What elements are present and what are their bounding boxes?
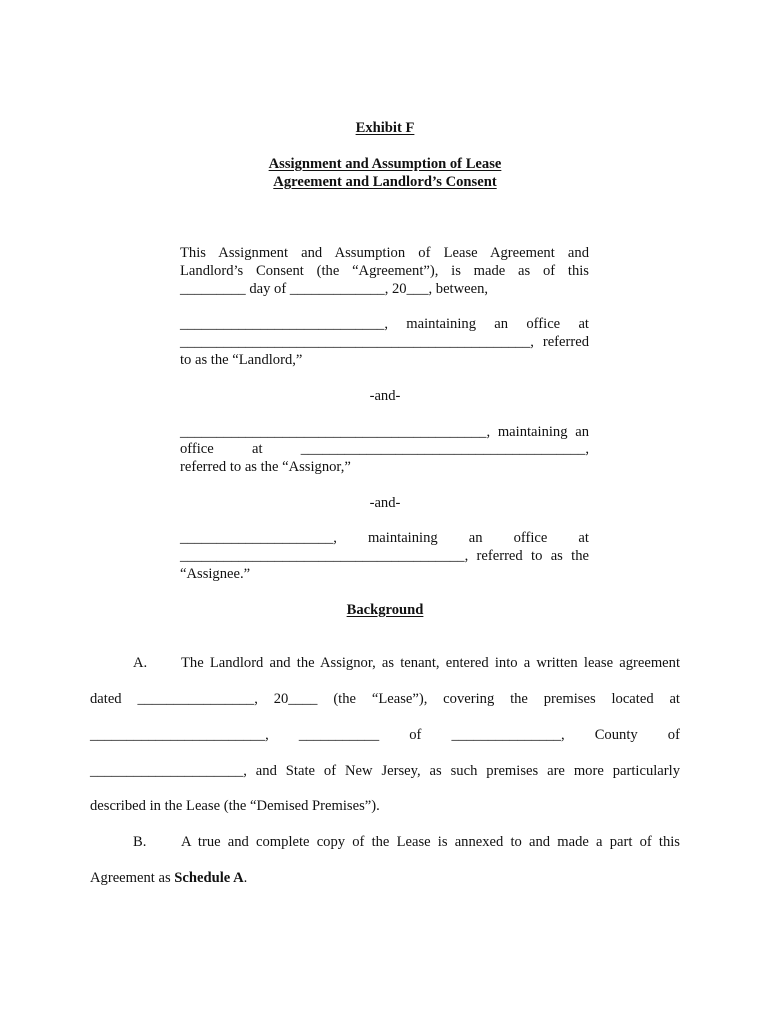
and-separator-2: -and- [369, 495, 401, 511]
assignee-line-3: “Assignee.” [180, 566, 251, 582]
assignor-line-2 [180, 440, 589, 458]
recital-a-blank-1: ________________________, [90, 727, 269, 743]
exhibit-label: Exhibit F [355, 120, 415, 136]
recital-a-blank-2: ___________ [298, 727, 380, 743]
document-title-line-2: Agreement and Landlord’s Consent [273, 174, 497, 190]
assignee-word-maintaining: maintaining [367, 530, 438, 546]
assignor-office-word: office [180, 441, 214, 457]
schedule-a-reference: Schedule A [174, 870, 244, 886]
assignee-word-office: office [513, 530, 548, 546]
recital-b-text: Agreement as [90, 870, 175, 886]
assignor-line-3: referred to as the “Assignor,” [180, 459, 351, 475]
assignor-address-blank: _______________________________________, [300, 441, 589, 457]
recital-b-period: . [243, 870, 248, 886]
assignee-line-2: _______________________________________, referred to as the [180, 548, 589, 564]
intro-line-3: _________ day of _____________, 20___, between, [180, 281, 489, 297]
recital-a-word-county: County [594, 727, 638, 743]
assignee-word-at: at [578, 530, 589, 546]
landlord-line-3: to as the “Landlord,” [180, 352, 303, 368]
intro-line-2: Landlord’s Consent (the “Agreement”), is made as of this [180, 263, 589, 279]
recital-b-label: B. [133, 834, 147, 850]
assignor-at-word: at [251, 441, 263, 457]
assignee-line-1 [180, 529, 589, 547]
document-title-line-1: Assignment and Assumption of Lease [268, 156, 502, 172]
and-separator-1: -and- [369, 388, 401, 404]
recital-a-line-2: dated ________________, 20____ (the “Lease”), covering the premises located at [90, 691, 680, 707]
landlord-line-2: ________________________________________________, referred [180, 334, 589, 350]
recital-a-blank-3: _______________, [451, 727, 565, 743]
recital-a-label: A. [133, 655, 148, 671]
assignee-name-blank: _____________________, [180, 530, 337, 546]
landlord-line-1: ____________________________, maintaining an office at [180, 316, 589, 332]
recital-a-line-4: _____________________, and State of New Jersey, as such premises are more particularly [90, 763, 680, 779]
recital-a-line-5: described in the Lease (the “Demised Premises”). [90, 798, 380, 814]
recital-a-word-of: of [409, 727, 422, 743]
intro-line-1: This Assignment and Assumption of Lease Agreement and [180, 245, 589, 261]
background-heading: Background [346, 602, 424, 618]
recital-a-line-1: The Landlord and the Assignor, as tenant, entered into a written lease agreement [181, 655, 680, 671]
recital-b-line-2 [90, 869, 247, 887]
recital-a-line-3 [90, 726, 680, 744]
recital-a-word-of-2: of [667, 727, 680, 743]
assignor-line-1: __________________________________________, maintaining an [180, 424, 589, 440]
recital-b-line-1: A true and complete copy of the Lease is annexed to and made a part of this [181, 834, 680, 850]
assignee-word-an: an [468, 530, 483, 546]
